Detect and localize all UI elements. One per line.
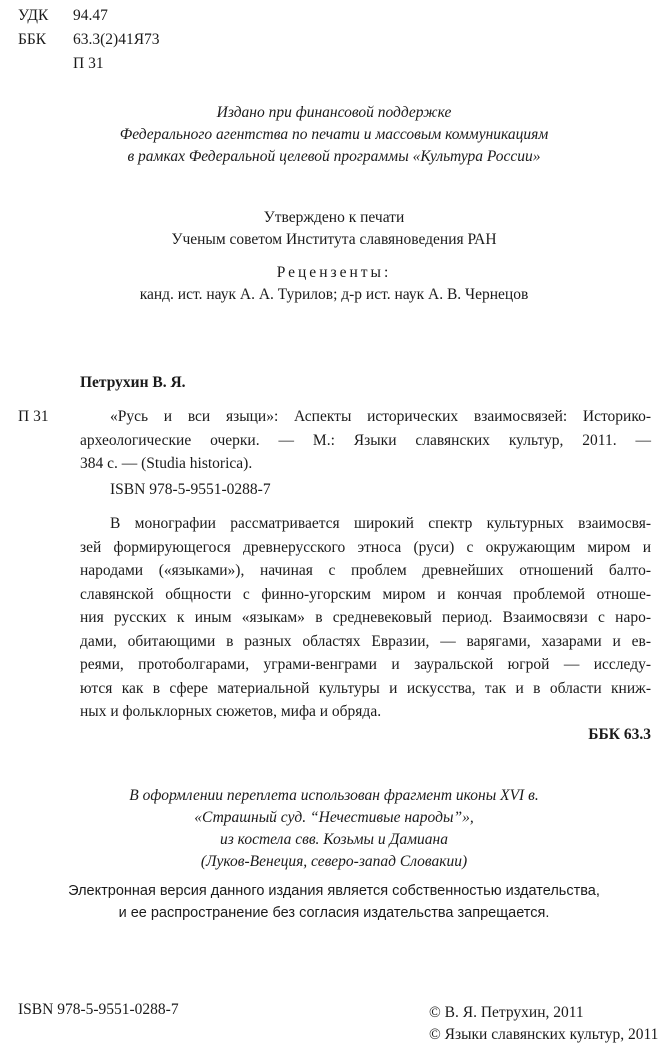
bbk-label: ББК [18, 31, 47, 48]
reviewers-names: канд. ист. наук А. А. Турилов; д-р ист. наук А. В. Чернецов [139, 286, 529, 303]
annotation-line: народами («языками»), начиная с проблем древнейших отношений балто- [80, 562, 651, 579]
bbk-value: 63.3(2)41Я73 [73, 31, 160, 48]
funding-line: Издано при финансовой поддержке [216, 104, 452, 121]
author-name: Петрухин В. Я. [80, 374, 186, 391]
catalog-line: археологические очерки. — М.: Языки славянских культур, 2011. — [80, 431, 651, 449]
udk-value: 94.47 [73, 7, 108, 24]
author-mark: П 31 [73, 55, 104, 72]
cover-note-line: «Страшный суд. “Нечестивые народы”», [194, 809, 474, 826]
annotation-line: ния русских к иным «языкам» в средневековый период. Взаимосвязи с наро- [80, 609, 651, 626]
annotation-line: ных и фольклорных сюжетов, мифа и обряда. [80, 703, 382, 720]
approval-line: Ученым советом Института славяноведения РАН [171, 231, 497, 248]
annotation-line: В монографии рассматривается широкий спектр культурных взаимосвя- [110, 515, 651, 532]
udk-label: УДК [18, 7, 49, 24]
copyright-publisher: © Языки славянских культур, 2011 [429, 1026, 659, 1043]
bbk-index: ББК 63.3 [588, 726, 651, 743]
annotation-paragraph [80, 512, 651, 724]
annotation-line: зей формирующегося древнерусского этноса (руси) с окружающим миром и [80, 538, 651, 556]
reviewers-heading: Рецензенты: [276, 264, 392, 281]
footer-isbn: ISBN 978-5-9551-0288-7 [18, 1001, 179, 1018]
copyright-notice-line: Электронная версия данного издания является собственностью издательства, [68, 883, 600, 899]
annotation-line: ются как в сфере материальной культуры и искусства, так и в области книж- [80, 679, 651, 697]
cover-note-line: из костела свв. Козьмы и Дамиана [220, 831, 448, 848]
annotation-line: дами, обитающими в разных областях Евразии, — варягами, хазарами и ев- [80, 632, 651, 650]
cover-note-line: (Луков-Венеция, северо-запад Словакии) [200, 853, 468, 870]
catalog-isbn: ISBN 978-5-9551-0288-7 [110, 481, 271, 498]
annotation-line: славянской общности с финно-угорским миром и кончая проблемой отноше- [80, 585, 651, 603]
catalog-line: 384 с. — (Studia historica). [80, 455, 253, 472]
catalog-mark: П 31 [18, 408, 49, 425]
approval-line: Утверждено к печати [263, 209, 405, 226]
catalog-line: «Русь и вси языци»: Аспекты исторических взаимосвязей: Историко- [110, 408, 651, 425]
funding-line: Федерального агентства по печати и массовым коммуникациям [119, 126, 549, 143]
funding-line: в рамках Федеральной целевой программы «Культура России» [127, 148, 541, 165]
copyright-notice-line: и ее распространение без согласия издательства запрещается. [118, 905, 550, 921]
cover-note-line: В оформлении переплета использован фрагмент иконы XVI в. [129, 787, 539, 804]
annotation-line: реями, протоболгарами, уграми-венграми и зауральской югрой — исследу- [80, 656, 651, 673]
catalog-description [80, 405, 651, 476]
copyright-author: © В. Я. Петрухин, 2011 [429, 1004, 584, 1021]
